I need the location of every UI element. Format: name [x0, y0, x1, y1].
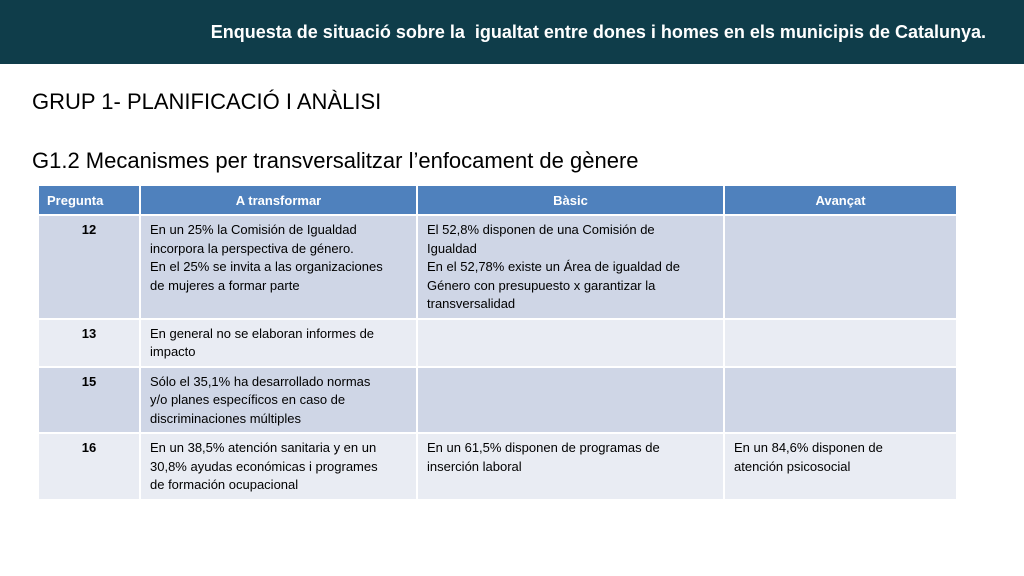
table-row [38, 433, 957, 500]
cell-basic [417, 367, 724, 434]
group-title: GRUP 1- PLANIFICACIÓ I ANÀLISI [32, 89, 382, 114]
cell-a-transformar [140, 215, 417, 319]
cell-pregunta: 15 [38, 367, 140, 434]
cell-line: transversalidad [427, 296, 516, 311]
cell-line: En un 84,6% disponen de [734, 440, 883, 455]
column-header-basic: Bàsic [417, 185, 724, 215]
cell-line: En un 25% la Comisión de Igualdad [150, 222, 357, 237]
table-header-row [38, 185, 957, 215]
cell-pregunta: 13 [38, 319, 140, 367]
column-header-avancat: Avançat [724, 185, 957, 215]
cell-avancat [724, 319, 957, 367]
cell-line: En el 52,78% existe un Área de igualdad de [427, 259, 680, 274]
table-row [38, 367, 957, 434]
cell-line: de formación ocupacional [150, 477, 299, 492]
cell-line: incorpora la perspectiva de género. [150, 240, 354, 256]
cell-line: En un 61,5% disponen de programas de [427, 440, 660, 455]
cell-basic [417, 319, 724, 367]
cell-basic [417, 433, 724, 500]
cell-basic [417, 215, 724, 319]
results-table [37, 184, 956, 501]
cell-line: Igualdad [427, 240, 477, 256]
cell-avancat [724, 367, 957, 434]
cell-line: Sólo el 35,1% ha desarrollado normas [150, 373, 371, 389]
cell-line: 30,8% ayudas económicas i programes [150, 458, 378, 474]
table-row [38, 215, 957, 319]
cell-a-transformar [140, 433, 417, 500]
cell-line: inserción laboral [427, 458, 522, 474]
cell-a-transformar [140, 319, 417, 367]
header-bar [0, 0, 1024, 64]
column-header-pregunta: Pregunta [38, 185, 140, 215]
cell-line: En general no se elaboran informes de [150, 325, 375, 341]
cell-line: El 52,8% disponen de una Comisión de [427, 222, 655, 237]
table-row [38, 319, 957, 367]
cell-a-transformar [140, 367, 417, 434]
column-header-a-transformar: A transformar [140, 185, 417, 215]
cell-line: En el 25% se invita a las organizaciones [150, 259, 383, 274]
cell-avancat [724, 215, 957, 319]
cell-line: de mujeres a formar parte [150, 277, 300, 293]
cell-line: discriminaciones múltiples [150, 410, 301, 426]
cell-line: impacto [150, 344, 196, 359]
cell-avancat [724, 433, 957, 500]
cell-line: Género con presupuesto x garantizar la [427, 277, 656, 293]
cell-pregunta: 12 [38, 215, 140, 319]
cell-line: atención psicosocial [734, 458, 851, 474]
header-title: Enquesta de situació sobre la igualtat entre dones i homes en els municipis de Catalunya. [210, 21, 986, 42]
cell-pregunta: 16 [38, 433, 140, 500]
cell-line: En un 38,5% atención sanitaria y en un [150, 440, 377, 455]
cell-line: y/o planes específicos en caso de [150, 392, 346, 407]
section-title: G1.2 Mecanismes per transversalitzar l’enfocament de gènere [32, 148, 639, 173]
